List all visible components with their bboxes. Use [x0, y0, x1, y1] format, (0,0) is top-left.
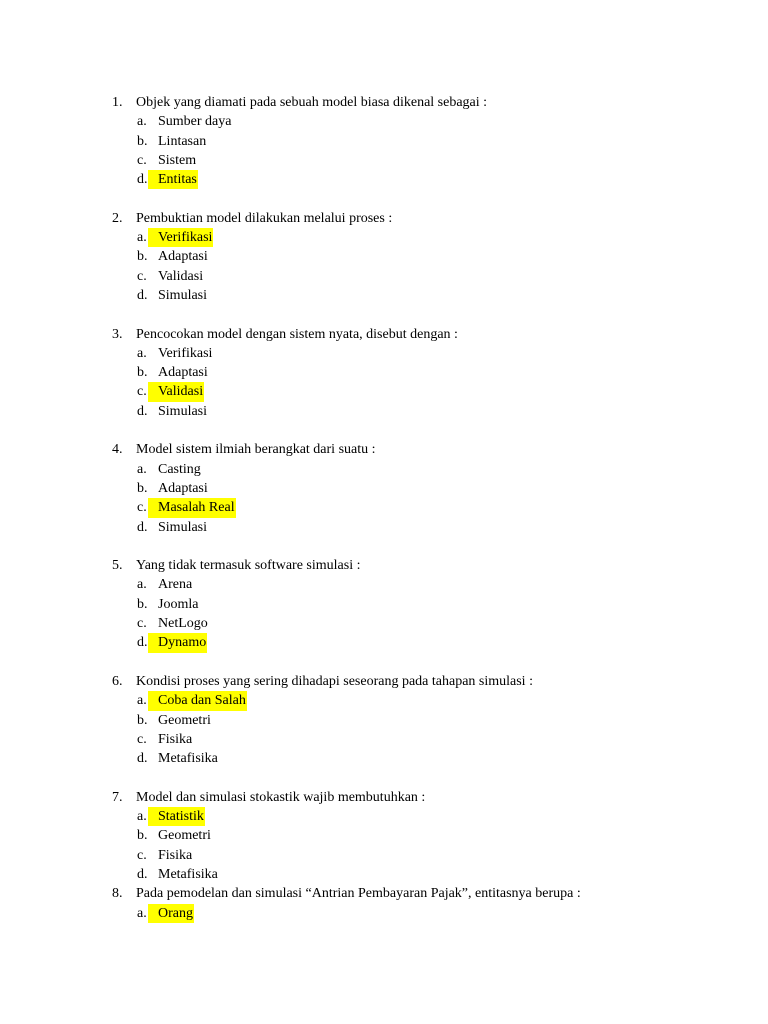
option-text: Adaptasi: [158, 365, 208, 381]
option-letter: b.: [137, 480, 148, 496]
option-text: Lintasan: [158, 133, 207, 149]
option-text: Geometri: [158, 712, 211, 728]
option-letter: c.: [137, 152, 147, 168]
option-text: Verifikasi: [158, 345, 213, 361]
option-letter: b.: [137, 249, 148, 265]
option-text: Fisika: [158, 847, 193, 863]
question-text: Objek yang diamati pada sebuah model biasa dikenal sebagai :: [136, 95, 488, 110]
option-text: Simulasi: [158, 287, 208, 303]
option-letter: a.: [137, 230, 147, 246]
option-text: Joomla: [158, 596, 199, 612]
highlighted-answer: Orang: [148, 904, 194, 923]
option-letter: c.: [137, 384, 147, 400]
option-text: Adaptasi: [158, 249, 208, 265]
option-text: Casting: [158, 461, 201, 477]
option-letter: a.: [137, 114, 147, 130]
option-text: Sumber daya: [158, 114, 232, 130]
highlighted-answer: Validasi: [148, 382, 204, 401]
option-text: Metafisika: [158, 751, 218, 767]
highlighted-answer: Entitas: [148, 170, 198, 189]
option-letter: b.: [137, 596, 148, 612]
option-letter: c.: [137, 268, 147, 284]
question-number: 6.: [112, 674, 123, 689]
option-letter: a.: [137, 809, 147, 825]
option-text: Simulasi: [158, 519, 208, 535]
question-text: Model dan simulasi stokastik wajib membutuhkan :: [136, 789, 426, 805]
option-letter: b.: [137, 712, 148, 728]
question-text: Kondisi proses yang sering dihadapi seseorang pada tahapan simulasi :: [136, 674, 533, 689]
question-number: 8.: [112, 886, 123, 902]
option-text: Arena: [158, 577, 193, 593]
question-text: Pencocokan model dengan sistem nyata, disebut dengan :: [136, 326, 458, 342]
question-number: 4.: [112, 442, 123, 458]
option-text: NetLogo: [158, 616, 208, 632]
option-letter: a.: [137, 461, 147, 477]
question-number: 1.: [112, 95, 123, 110]
option-letter: a.: [137, 693, 147, 709]
option-text: Validasi: [158, 268, 204, 284]
option-text: Adaptasi: [158, 480, 208, 496]
option-text: Fisika: [158, 731, 193, 747]
option-letter: c.: [137, 847, 147, 863]
option-letter: d.: [137, 172, 148, 188]
option-text: Sistem: [158, 152, 197, 168]
option-letter: b.: [137, 828, 148, 844]
option-letter: d.: [137, 403, 148, 419]
option-letter: b.: [137, 365, 148, 381]
option-letter: c.: [137, 500, 147, 516]
option-text: Simulasi: [158, 403, 208, 419]
highlighted-answer: Dynamo: [148, 633, 207, 652]
highlighted-answer: Statistik: [148, 807, 205, 826]
option-letter: a.: [137, 345, 147, 361]
option-text: Geometri: [158, 828, 211, 844]
option-text: Metafisika: [158, 866, 218, 882]
question-text: Pada pemodelan dan simulasi “Antrian Pembayaran Pajak”, entitasnya berupa :: [136, 886, 581, 902]
question-text: Yang tidak termasuk software simulasi :: [136, 558, 361, 574]
option-letter: d.: [137, 519, 148, 535]
question-text: Model sistem ilmiah berangkat dari suatu :: [136, 442, 376, 458]
question-number: 2.: [112, 210, 123, 226]
highlighted-answer: Coba dan Salah: [148, 691, 247, 710]
option-letter: c.: [137, 616, 147, 632]
highlighted-answer: Verifikasi: [148, 228, 213, 247]
option-letter: b.: [137, 133, 148, 149]
highlighted-answer: Masalah Real: [148, 498, 236, 517]
option-letter: c.: [137, 731, 147, 747]
option-letter: d.: [137, 287, 148, 303]
question-text: Pembuktian model dilakukan melalui proses :: [136, 210, 393, 226]
option-letter: a.: [137, 577, 147, 593]
option-letter: d.: [137, 751, 148, 767]
option-letter: d.: [137, 635, 148, 651]
option-letter: a.: [137, 905, 147, 921]
question-number: 3.: [112, 326, 123, 342]
option-letter: d.: [137, 866, 148, 882]
question-number: 7.: [112, 789, 123, 805]
question-number: 5.: [112, 558, 123, 574]
